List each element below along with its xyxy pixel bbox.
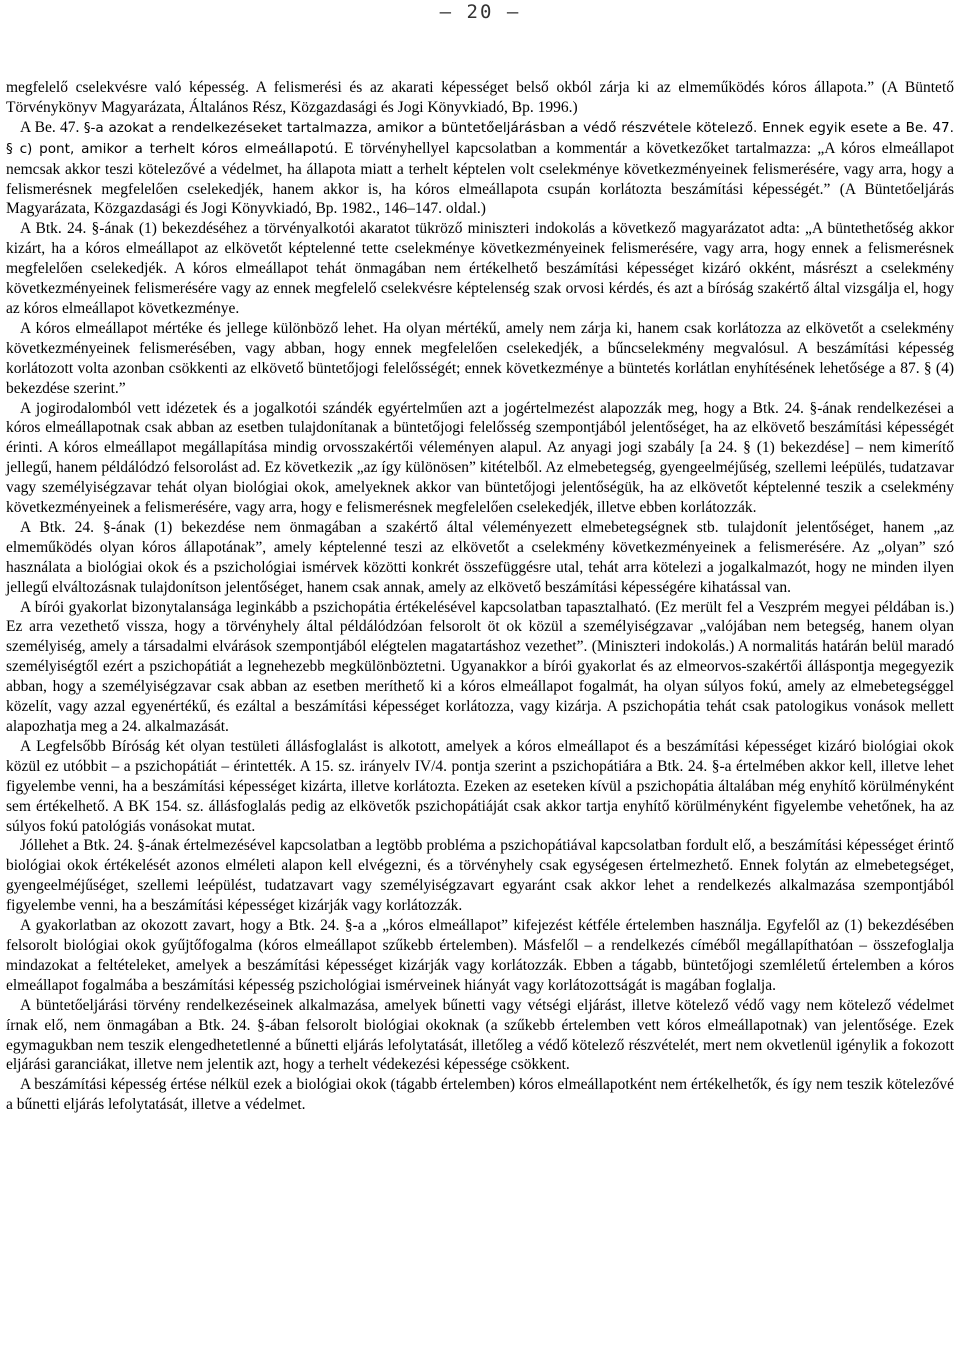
paragraph-text: A bírói gyakorlat bizonytalansága leginkább a pszichopátia értékelésével kapcsolatban tapasztalható. (Ez merült fel a Veszprém megyei példában is.) Ez arra vezethető vissza, hogy a törvényhely által példálódzóan felsorolt öt ok közül a személyiségzavar „valójában nem betegség, hanem olyan személyiség, amely a társadalmi elvárások szempontjából elégtelen magatartáshoz vezethet”. (Miniszteri indokolás.) A normalitás határán belül maradó személyiségtől ezért a pszichopátiát a legnehezebb megkülönböztetni. Ugyanakkor a bírói gyakorlat és az elmeorvos-szakértői álláspontja megegyezik abban, hogy a személyiségzavar csak abban az esetben meríthető ki a kóros elmeállapot fogalmát, ha olyan súlyos fokú, amely az elmebetegséggel közelít, vagy azzal egyenértékű, és ezáltal a beszámítási képességet korlátozza, vagy kizárja. A pszichopátia tehát csak patologikus vonások mellett alapozhatja meg a 24. alkalmazását. (6, 598, 954, 735)
page-number: – 20 – (439, 1, 521, 23)
paragraph-text: megfelelő cselekvésre való képesség. A felismerési és az akarati képességet belső okból zárja ki az elmeműködés kóros állapota.” (A Büntető Törvénykönyv Magyarázata, Általános Rész, Közgazdasági és Jogi Könyvkiadó, Bp. 1996.) (6, 79, 954, 116)
paragraph (6, 1075, 954, 1115)
paragraph (6, 916, 954, 996)
paragraph-text: Jóllehet a Btk. 24. §-ának értelmezésével kapcsolatban a legtöbb probléma a pszichopátiával kapcsolatban fordult elő, a beszámítási képességet érintő biológiai okok értékelését azonos elméleti alapon kell elvégezni, és a törvényhely csak egységesen értelmezhető. Ennek folytán az elmebetegséget, gyengeelméjűséget, szellemi leépülést, tudatzavart vagy személyiségzavart egyaránt csak akkor lehet a rendelkezés alkalmazása szempontjából figyelembe venni, ha a beszámítási képességet kizárják vagy korlátozzák. (6, 837, 954, 915)
paragraph-text: §-a azokat a rendelkezéseket tartalmazza, amikor a büntetőeljárásban a védő részvétele kötelező. Ennek egyik esete a Be. 47. § c) pont, amikor a terhelt kóros elmeállapotú. (6, 119, 954, 157)
paragraph (6, 118, 954, 220)
paragraph-text: E törvényhellyel kapcsolatban a kommentár a következőket tartalmazza: „A kóros elmeállapot nemcsak akkor teszi kötelezővé a védelmet, ha állapota miatt a terhelt képtelen volt cselekménye következményeinek felismerésére, vagy arra, hogy a felismerésnek megfelelően cselekedjék, hanem akkor is, ha kóros elmeállapota csupán korlátozta beszámítási képességét.” (A Büntetőeljárás Magyarázata, Közgazdasági és Jogi Könyvkiadó, Bp. 1982., 146–147. oldal.) (6, 139, 955, 218)
paragraph-text: A Btk. 24. (20, 220, 92, 238)
paragraph-text: A Be. 47. (20, 118, 84, 136)
paragraph-text: A büntetőeljárási törvény rendelkezéseinek alkalmazása, amelyek bűnetti vagy vétségi eljárást, illetve kötelező védő vagy nem kötelező védelmet írnak elő, nem önmagában a Btk. 24. §-ában felsorolt biológiai okoknak (a szűkebb értelemben vett kóros elmeállapotnak) van jelentősége. Ezek egymagukban nem teszik elengedhetetlenné a bűnetti eljárás lefolytatását, illetőleg a védő kötelező részvételét, mert nem okvetlenül igénylik a fokozott eljárási garanciákat, illetve nem jelentik azt, hogy a terhelt védekezési képessége csökkent. (6, 996, 954, 1074)
paragraph-text: A Btk. 24. §-ának (1) bekezdése nem önmagában a szakértő által véleményezett elmebetegségnek stb. tulajdonít jelentőséget, hanem „az elmeműködés olyan kóros állapotának”, amely képtelenné teszi az elkövetőt a cselekmény következményeinek a felismerésére. Az „olyan” szó használata a biológiai okok és a pszichológiai ismérvek közötti konkrét összefüggésre utal, tehát arra kötelezi a jogalkalmazót, hogy ne minden ilyen jellegű elváltozásnak tulajdonítson jelentőséget, hanem csak annak, amely az elkövető beszámítási képességére kihatással van. (6, 518, 954, 596)
paragraph (6, 598, 954, 737)
paragraph (6, 737, 954, 837)
paragraph (6, 319, 954, 399)
paragraph (6, 399, 954, 518)
paragraph (6, 996, 954, 1076)
paragraph-text: A Legfelsőbb Bíróság két olyan testületi állásfoglalást is alkotott, amelyek a kóros elmeállapot és a beszámítási képességet kizáró biológiai okok közül ez utóbbit – a pszichopátiát – érintették. A 15. sz. irányelv IV/4. pontja szerint a pszichopátiára a Btk. 24. §-a értelmében akkor kell, illetve lehet figyelembe venni, ha a beszámítási képességet kizárta, illetve korlátozta. Ezeken az eseteken kívül a pszichopátia általában még enyhítő körülményként sem értékelhető. A BK 154. sz. állásfoglalás pedig az elkövetők pszichopátiáját csak akkor tartja enyhítő körülményként figyelembe vehetőnek, ha az súlyos fokú patológiás vonásokat mutat. (6, 737, 954, 835)
paragraph-text: A beszámítási képesség értése nélkül ezek a biológiai okok (tágabb értelemben) kóros elmeállapotként nem értékelhetők, és így nem teszik kötelezővé a bűnetti eljárás lefolytatását, illetve a védelmet. (6, 1076, 954, 1114)
paragraph (6, 836, 954, 916)
paragraph-text: §-ának (1) bekezdéséhez a törvényalkotói akaratot tükröző miniszteri indokolás a következő magyarázatot adta: „A büntethetőség akkor kizárt, ha a kóros elmeállapot az elkövetőt képtelenné tette cselekménye következményeinek felismerésére, vagy arra, hogy ennek a felismerésnek megfelelően cselekedjék. A kóros elmeállapot tehát önmagában nem értékelhető beszámítási képességet kizáró okként, másrészt a cselekmény következményeinek felismerésére vagy az ennek megfelelő cselekvésre képtelenség szak orvosi kérdés, és azt a bíróság szakértő által vizsgálja el, hogy az kóros elmeállapot következménye. (6, 220, 954, 317)
paragraph-text: A gyakorlatban az okozott zavart, hogy a Btk. 24. §-a a „kóros elmeállapot” kifejezést kétféle értelemben használja. Egyfelől az (1) bekezdésében felsorolt biológiai okok gyűjtőfogalma (kóros elmeállapot szűkebb értelemben). Másfelől – a rendelkezés címéből megállapíthatóan – összefoglalja mindazokat a feltételeket, amelyek a beszámítási képességet kizárják vagy korlátozzák. Ebben a tágabb, büntetőjogi szemléletű értelemben a kóros elmeállapot fogalmába a beszámítási képesség pszichológiai ismérveinek hiányát vagy korlátozottságát is magában foglalja. (6, 917, 954, 994)
paragraph (6, 78, 954, 118)
paragraph-text: A kóros elmeállapot mértéke és jellege különböző lehet. Ha olyan mértékű, amely nem zárja ki, hanem csak korlátozza az elkövetőt a cselekmény következményeinek felismerésében, vagy abban, hogy ennek megfelelően cselekedjék, a bűncselekmény megvalósul. A beszámítási képesség korlátozott volta azonban csökkenti az elkövető büntetőjogi felelősségét; ennek következménye a büntetés korlátlan enyhítésének lehetősége a 87. § (4) bekezdése szerint.” (6, 319, 954, 397)
paragraph (6, 219, 954, 319)
document-body (6, 78, 954, 1115)
paragraph-text: A jogirodalomból vett idézetek és a jogalkotói szándék egyértelműen azt a jogértelmezést alapozzák meg, hogy a Btk. 24. §-ának rendelkezései a kóros elmeállapotnak csak abban az esetben tulajdonítanak a büntetőjogi felelősség szempontjából jelentőséget, ha az elkövető beszámítási képességét érinti. A kóros elmeállapot megállapítása mindig orvosszakértői véleményen alapul. Az anyagi jogi szabály [a 24. § (1) bekezdése] – nem kimerítő jellegű, hanem példálódzó felsorolást ad. Ez következik „az így különösen” kitételből. Az elmebetegség, gyengeelméjűség, szellemi leépülés, tudatzavar vagy személyiségzavar tehát olyan biológiai okok, amelyeknek akkor van büntetőjogi jelentőségük, ha az elkövetőt képtelenné teszik a cselekmény következményeinek a felismerésére, vagy arra, hogy e felismerésnek megfelelően cselekedjék, illetve ebben korlátozzák. (6, 399, 954, 517)
paragraph (6, 518, 954, 598)
